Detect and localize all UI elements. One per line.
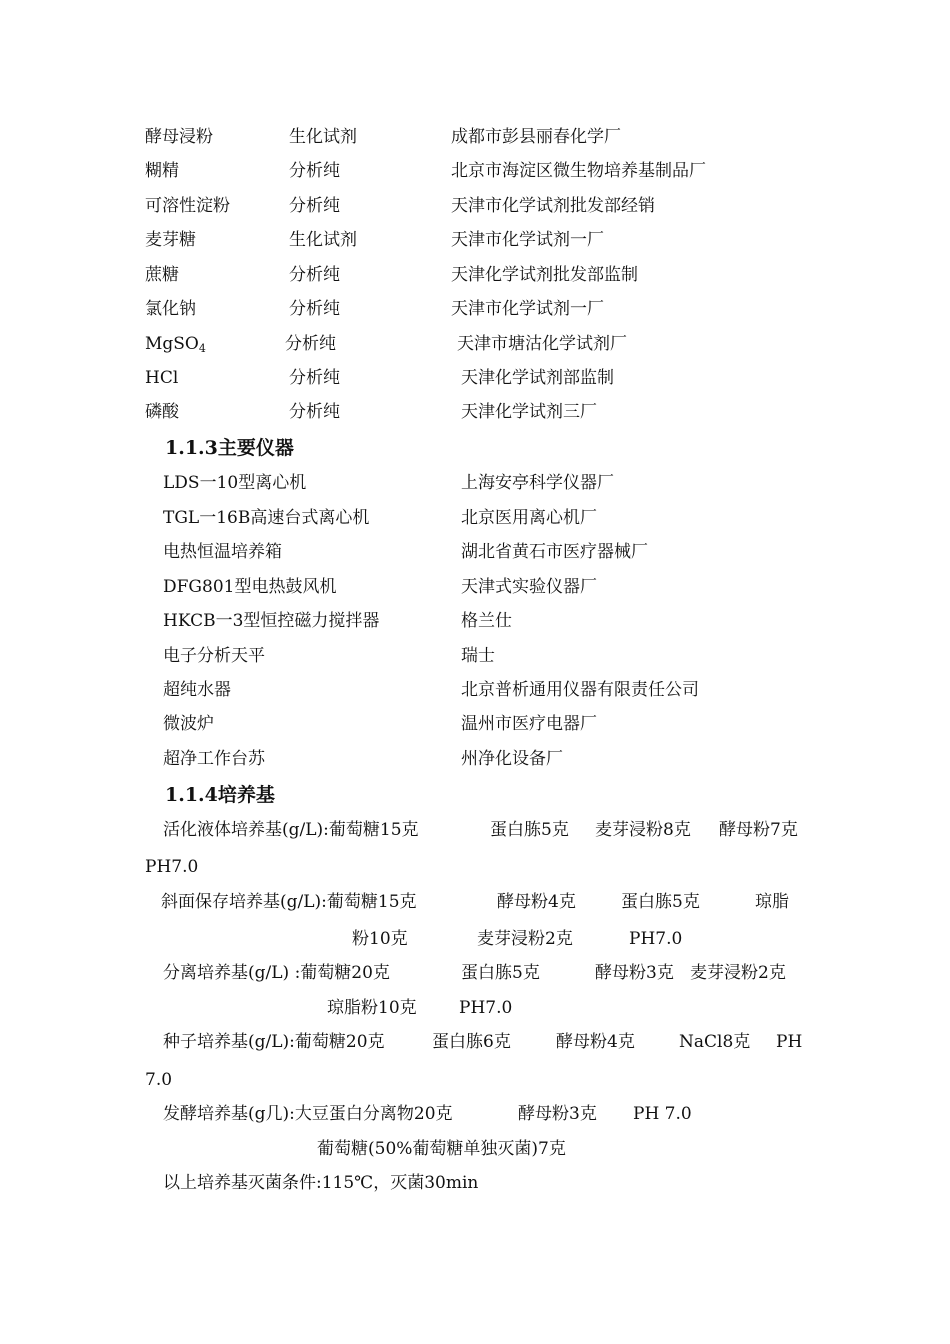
medium-label: 斜面保存培养基(g/L):葡萄糖15克	[161, 892, 417, 912]
medium-label: 分离培养基(g/L) :葡萄糖20克	[163, 963, 390, 983]
medium-component: 琼脂粉10克	[327, 998, 417, 1018]
reagent-grade: 分析纯	[289, 299, 340, 319]
reagent-name: 可溶性淀粉	[145, 196, 230, 216]
medium-label: 活化液体培养基(g/L):葡萄糖15克	[163, 820, 419, 840]
reagent-maker: 天津市塘沽化学试剂厂	[457, 334, 627, 354]
instrument-maker: 北京医用离心机厂	[461, 508, 597, 528]
reagent-grade: 分析纯	[289, 402, 340, 422]
instrument-maker: 州净化设备厂	[461, 749, 563, 769]
medium-component: 蛋白胨5克	[490, 820, 569, 840]
medium-ph: PH7.0	[629, 929, 683, 949]
reagent-maker: 成都市彭县丽春化学厂	[451, 127, 621, 147]
reagent-maker: 天津化学试剂批发部监制	[451, 265, 638, 285]
formula-main: MgSO	[145, 334, 199, 354]
sterilization-conditions: 以上培养基灭菌条件:115℃，灭菌30min	[163, 1173, 479, 1193]
instrument-maker: 湖北省黄石市医疗器械厂	[461, 542, 648, 562]
medium-label: 种子培养基(g/L):葡萄糖20克	[163, 1032, 385, 1052]
reagent-grade: 生化试剂	[289, 230, 357, 250]
medium-component: 酵母粉7克	[719, 820, 798, 840]
medium-component: 蛋白胨6克	[432, 1032, 511, 1052]
reagent-grade: 分析纯	[289, 161, 340, 181]
reagent-name: 酵母浸粉	[145, 127, 213, 147]
reagent-name: 氯化钠	[145, 299, 196, 319]
medium-component: 酵母粉4克	[556, 1032, 635, 1052]
instrument-name: LDS一10型离心机	[163, 473, 307, 493]
instrument-maker: 温州市医疗电器厂	[461, 714, 597, 734]
reagent-name: 蔗糖	[145, 265, 179, 285]
medium-component: 麦芽浸粉2克	[690, 963, 786, 983]
instrument-maker: 上海安亭科学仪器厂	[461, 473, 614, 493]
reagent-name	[145, 333, 206, 355]
instrument-maker: 瑞士	[461, 646, 495, 666]
reagent-grade: 分析纯	[285, 334, 336, 354]
medium-ph: PH 7.0	[633, 1104, 692, 1124]
medium-label: 发酵培养基(g几):大豆蛋白分离物20克	[163, 1104, 453, 1124]
reagent-grade: 分析纯	[289, 196, 340, 216]
medium-component: 麦芽浸粉8克	[595, 820, 691, 840]
reagent-maker: 天津化学试剂部监制	[461, 368, 614, 388]
instrument-name: 电子分析天平	[163, 646, 265, 666]
reagent-name: 麦芽糖	[145, 230, 196, 250]
medium-component: NaCl8克	[679, 1032, 751, 1052]
medium-component: 蛋白胨5克	[621, 892, 700, 912]
medium-ph: PH	[776, 1032, 803, 1052]
reagent-grade: 生化试剂	[289, 127, 357, 147]
instrument-name: HKCB一3型恒控磁力搅拌器	[163, 611, 380, 631]
medium-component: 蛋白胨5克	[461, 963, 540, 983]
medium-component: 葡萄糖(50%葡萄糖单独灭菌)7克	[317, 1139, 566, 1159]
instrument-name: TGL一16B高速台式离心机	[163, 508, 370, 528]
reagent-grade: 分析纯	[289, 368, 340, 388]
medium-component: 酵母粉3克	[595, 963, 674, 983]
section-heading-media: 1.1.4培养基	[165, 784, 275, 806]
instrument-name: DFG801型电热鼓风机	[163, 577, 337, 597]
instrument-name: 微波炉	[163, 714, 214, 734]
medium-component: 酵母粉3克	[518, 1104, 597, 1124]
instrument-maker: 北京普析通用仪器有限责任公司	[461, 680, 699, 700]
section-heading-instruments: 1.1.3主要仪器	[165, 437, 294, 459]
medium-ph: PH7.0	[145, 857, 199, 877]
instrument-name: 超纯水器	[163, 680, 231, 700]
medium-component: 粉10克	[352, 929, 408, 949]
reagent-maker: 天津化学试剂三厂	[461, 402, 597, 422]
reagent-grade: 分析纯	[289, 265, 340, 285]
reagent-maker: 天津市化学试剂一厂	[451, 299, 604, 319]
reagent-name: 糊精	[145, 161, 179, 181]
medium-component: 酵母粉4克	[497, 892, 576, 912]
reagent-maker: 天津市化学试剂一厂	[451, 230, 604, 250]
reagent-maker: 天津市化学试剂批发部经销	[451, 196, 655, 216]
medium-component: 琼脂	[755, 892, 789, 912]
reagent-maker: 北京市海淀区微生物培养基制品厂	[451, 161, 706, 181]
reagent-name: HCl	[145, 368, 179, 388]
reagent-name: 磷酸	[145, 402, 179, 422]
instrument-maker: 格兰仕	[461, 611, 512, 631]
medium-ph: PH7.0	[459, 998, 513, 1018]
medium-ph-value: 7.0	[145, 1070, 173, 1090]
formula-subscript: 4	[198, 342, 206, 355]
instrument-maker: 天津式实验仪器厂	[461, 577, 597, 597]
medium-component: 麦芽浸粉2克	[477, 929, 573, 949]
instrument-name: 电热恒温培养箱	[163, 542, 282, 562]
instrument-name: 超净工作台苏	[163, 749, 265, 769]
